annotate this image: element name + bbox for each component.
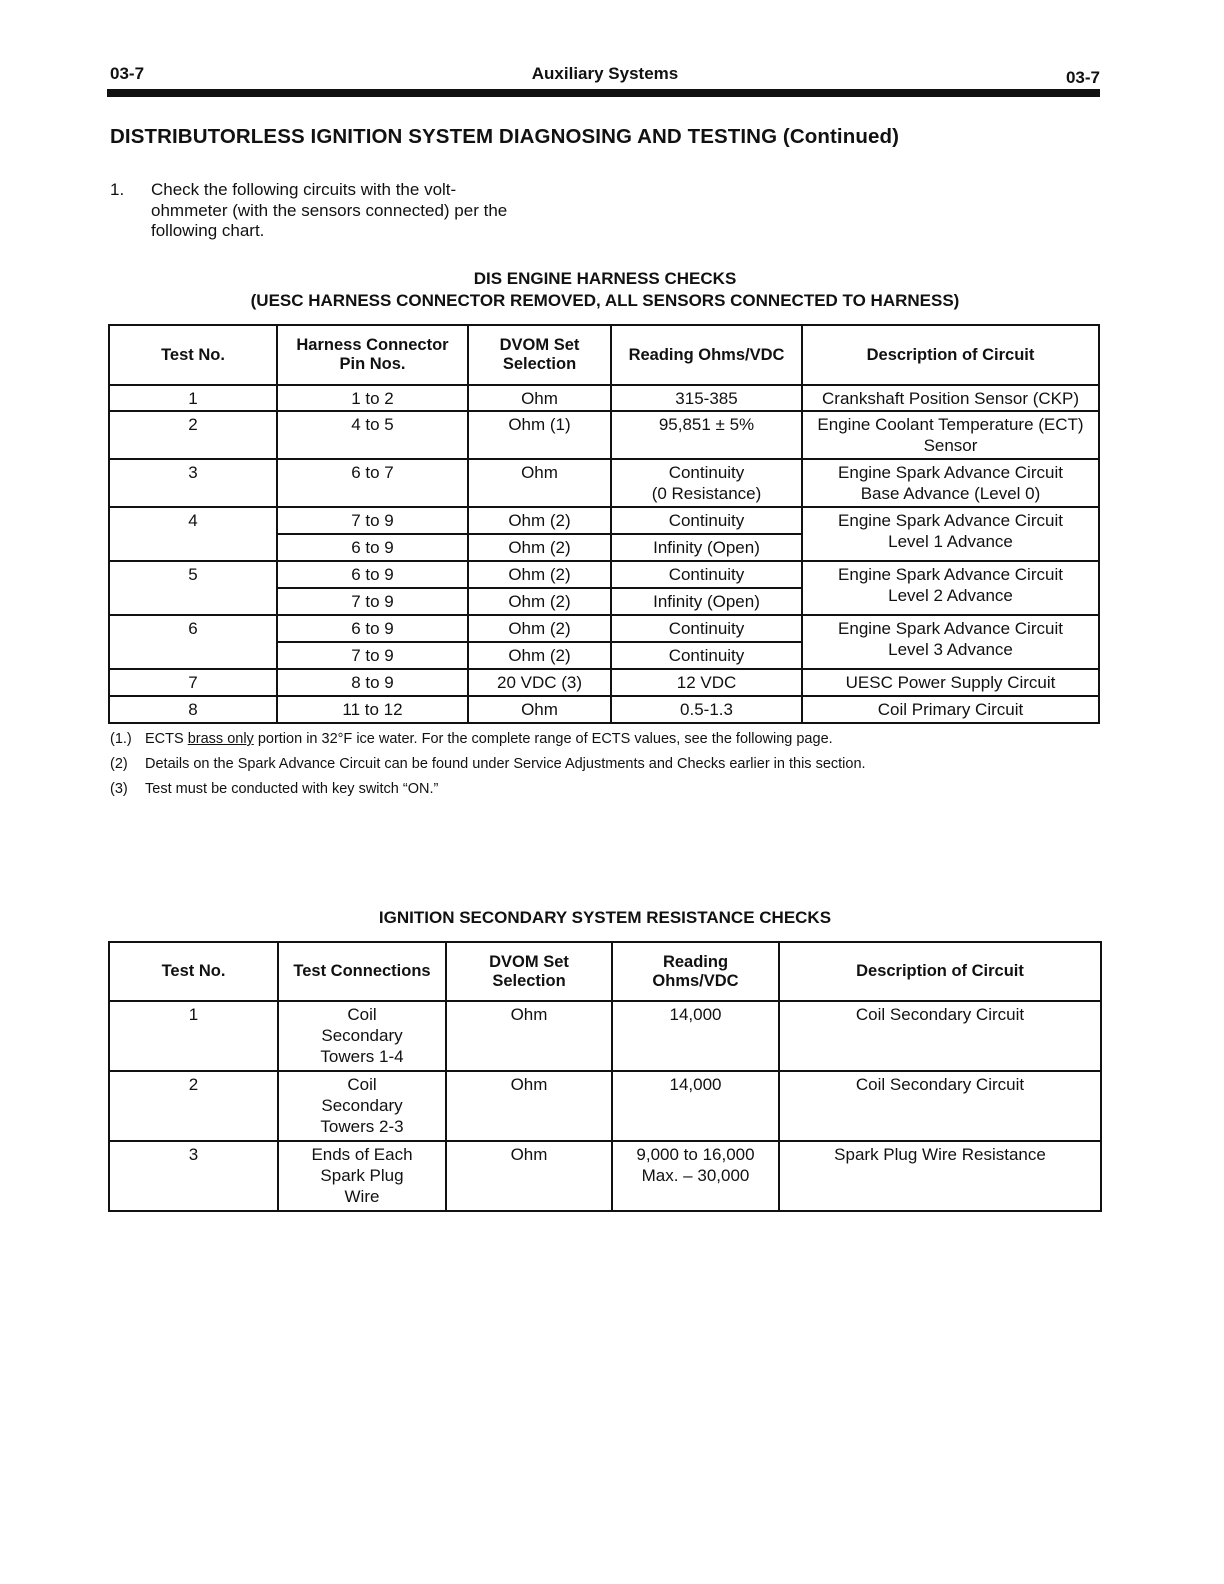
reading: Continuity (0 Resistance) [611, 459, 802, 507]
reading: Continuity [611, 642, 802, 669]
secondary-resistance-table [108, 941, 1102, 1212]
dvom: Ohm (2) [468, 507, 611, 534]
pins: 7 to 9 [277, 588, 468, 615]
reading: 14,000 [612, 1001, 779, 1071]
footnote-number: (1.) [110, 731, 132, 747]
section-title: Auxiliary Systems [531, 64, 679, 83]
pins: 6 to 9 [277, 615, 468, 642]
dvom: Ohm (2) [468, 588, 611, 615]
step-line: Check the following circuits with the volt- [151, 180, 457, 199]
footnote-text: Details on the Spark Advance Circuit can be found under Service Adjustments and Checks earlier in this section. [145, 756, 866, 772]
pins: 6 to 9 [277, 534, 468, 561]
description: Engine Coolant Temperature (ECT) Sensor [802, 411, 1099, 459]
table-row [109, 507, 1099, 534]
step-line: following chart. [151, 221, 265, 240]
dvom: Ohm (2) [468, 534, 611, 561]
reading: Continuity [611, 561, 802, 588]
description: UESC Power Supply Circuit [802, 669, 1099, 696]
table1-caption [110, 268, 1100, 312]
reading: 0.5-1.3 [611, 696, 802, 723]
footnote-text: ECTS brass only portion in 32°F ice water. For the complete range of ECTS values, see the following page. [145, 731, 833, 747]
table-row [109, 385, 1099, 411]
table-row [109, 1001, 1101, 1071]
reading: 9,000 to 16,000 Max. – 30,000 [612, 1141, 779, 1211]
table-row [109, 411, 1099, 459]
pins: 6 to 7 [277, 459, 468, 507]
step-line: ohmmeter (with the sensors connected) per the [151, 200, 508, 220]
pins: 1 to 2 [277, 385, 468, 411]
harness-checks-table [108, 324, 1100, 724]
pins: 4 to 5 [277, 411, 468, 459]
table-row [109, 1141, 1101, 1211]
description: Engine Spark Advance Circuit Level 2 Advance [802, 561, 1099, 615]
description: Engine Spark Advance Circuit Level 1 Advance [802, 507, 1099, 561]
test-number: 7 [109, 669, 277, 696]
description: Engine Spark Advance Circuit Base Advance (Level 0) [802, 459, 1099, 507]
pins: 6 to 9 [277, 561, 468, 588]
dvom: Ohm [468, 459, 611, 507]
table-row [109, 696, 1099, 723]
table-row [109, 561, 1099, 588]
dvom: 20 VDC (3) [468, 669, 611, 696]
table-row [109, 615, 1099, 642]
table2-caption: IGNITION SECONDARY SYSTEM RESISTANCE CHECKS [378, 908, 832, 927]
description: Engine Spark Advance Circuit Level 3 Advance [802, 615, 1099, 669]
reading: Continuity [611, 615, 802, 642]
page-number-right: 03-7 [1065, 68, 1100, 87]
table1-caption-line2: (UESC HARNESS CONNECTOR REMOVED, ALL SENSORS CONNECTED TO HARNESS) [250, 291, 960, 310]
test-number: 3 [109, 459, 277, 507]
reading: 315-385 [611, 385, 802, 411]
description: Spark Plug Wire Resistance [779, 1141, 1101, 1211]
test-number: 2 [109, 1071, 278, 1141]
dvom: Ohm (2) [468, 615, 611, 642]
test-number: 1 [109, 385, 277, 411]
table-row [109, 669, 1099, 696]
connections: Ends of Each Spark Plug Wire [278, 1141, 446, 1211]
test-number: 4 [109, 507, 277, 561]
dvom: Ohm [468, 696, 611, 723]
table-header-row [109, 942, 1101, 1001]
test-number: 6 [109, 615, 277, 669]
test-number: 3 [109, 1141, 278, 1211]
reading: 12 VDC [611, 669, 802, 696]
step-text [151, 180, 571, 242]
reading: 95,851 ± 5% [611, 411, 802, 459]
col-header-reading: Reading Ohms/VDC [612, 942, 779, 1001]
dvom: Ohm [446, 1001, 612, 1071]
description: Coil Secondary Circuit [779, 1001, 1101, 1071]
table-header-row [109, 325, 1099, 385]
description: Coil Secondary Circuit [779, 1071, 1101, 1141]
header-rule [107, 89, 1100, 97]
connections: Coil Secondary Towers 2-3 [278, 1071, 446, 1141]
table1-caption-line1: DIS ENGINE HARNESS CHECKS [473, 269, 737, 288]
test-number: 8 [109, 696, 277, 723]
table-row [109, 459, 1099, 507]
test-number: 2 [109, 411, 277, 459]
footnote-number: (2) [110, 756, 128, 772]
test-number: 1 [109, 1001, 278, 1071]
col-header-description: Description of Circuit [802, 325, 1099, 385]
reading: Infinity (Open) [611, 588, 802, 615]
footnote-number: (3) [110, 781, 128, 797]
col-header-test-no: Test No. [109, 325, 277, 385]
connections: Coil Secondary Towers 1-4 [278, 1001, 446, 1071]
pins: 8 to 9 [277, 669, 468, 696]
col-header-connections: Test Connections [278, 942, 446, 1001]
page-header [110, 64, 1100, 86]
test-number: 5 [109, 561, 277, 615]
page-number-left: 03-7 [110, 64, 145, 83]
description: Crankshaft Position Sensor (CKP) [802, 385, 1099, 411]
col-header-test-no: Test No. [109, 942, 278, 1001]
col-header-dvom: DVOM Set Selection [446, 942, 612, 1001]
col-header-description: Description of Circuit [779, 942, 1101, 1001]
reading: 14,000 [612, 1071, 779, 1141]
dvom: Ohm (2) [468, 561, 611, 588]
table-row [109, 1071, 1101, 1141]
footnote-text: Test must be conducted with key switch “ON.” [145, 781, 439, 797]
page-title: DISTRIBUTORLESS IGNITION SYSTEM DIAGNOSING AND TESTING (Continued) [110, 125, 900, 148]
pins: 7 to 9 [277, 507, 468, 534]
description: Coil Primary Circuit [802, 696, 1099, 723]
reading: Infinity (Open) [611, 534, 802, 561]
col-header-pins: Harness Connector Pin Nos. [277, 325, 468, 385]
dvom: Ohm [446, 1141, 612, 1211]
dvom: Ohm (1) [468, 411, 611, 459]
reading: Continuity [611, 507, 802, 534]
dvom: Ohm (2) [468, 642, 611, 669]
step-number: 1. [110, 180, 125, 199]
col-header-dvom: DVOM Set Selection [468, 325, 611, 385]
dvom: Ohm [468, 385, 611, 411]
dvom: Ohm [446, 1071, 612, 1141]
pins: 7 to 9 [277, 642, 468, 669]
pins: 11 to 12 [277, 696, 468, 723]
col-header-reading: Reading Ohms/VDC [611, 325, 802, 385]
